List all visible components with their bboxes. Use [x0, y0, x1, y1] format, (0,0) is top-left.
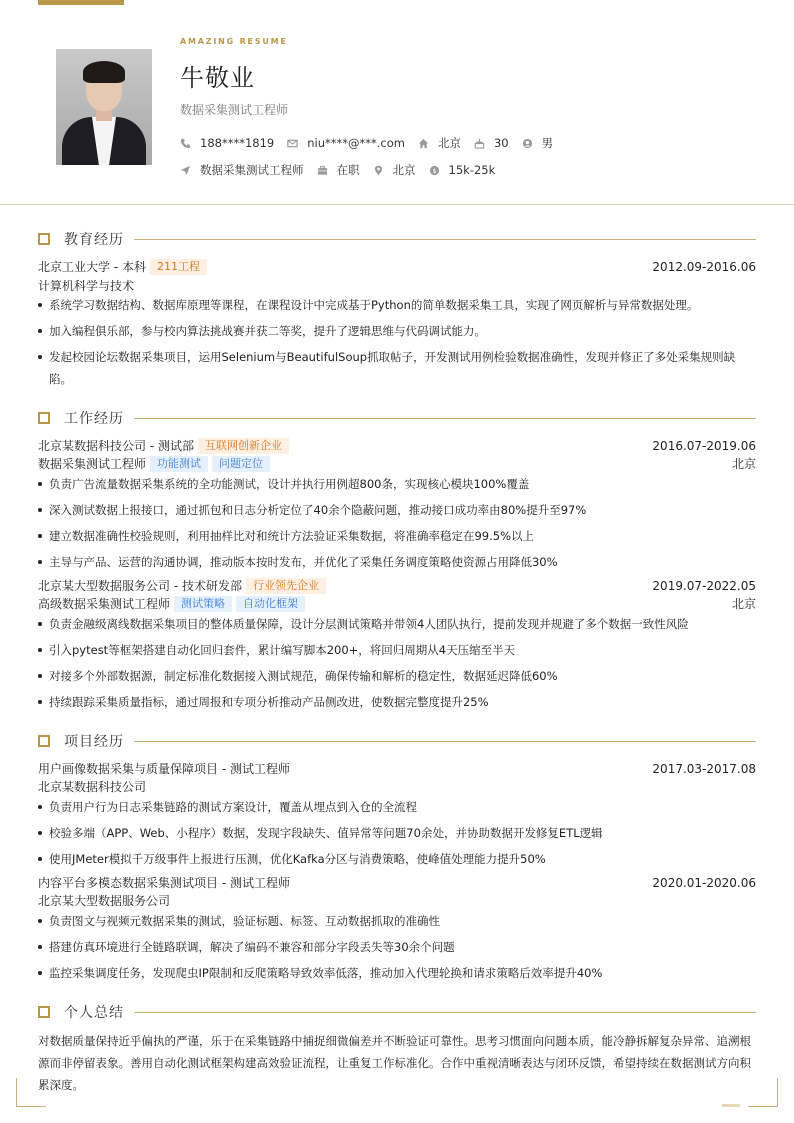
project-company-row: [38, 778, 756, 795]
company-tag: 互联网创新企业: [198, 438, 289, 454]
list-item: 校验多端（APP、Web、小程序）数据，发现字段缺失、值异常等问题70余处，并协助数据开发修复ETL逻辑: [38, 822, 756, 844]
list-item: 对接多个外部数据源，制定标准化数据接入测试规范，确保传输和解析的稳定性，数据延迟降低60%: [38, 665, 756, 687]
briefcase-icon: [317, 165, 328, 176]
section-square-icon: [38, 412, 50, 424]
section-title: 教育经历: [64, 232, 124, 248]
gender-icon: [522, 138, 533, 149]
header-divider: [0, 204, 794, 205]
section-square-icon: [38, 735, 50, 747]
contact-info-row: [180, 135, 566, 151]
section-projects: [38, 733, 756, 749]
education-date: 2012.09-2016.06: [652, 259, 756, 274]
list-item: 引入pytest等框架搭建自动化回归套件，累计编写脚本200+，将回归周期从4天压缩至半天: [38, 639, 756, 661]
intent-role-item: 数据采集测试工程师: [180, 162, 304, 178]
list-item: 负责广告流量数据采集系统的全功能测试，设计并执行用例超800条，实现核心模块100%覆盖: [38, 473, 756, 495]
project-name: 用户画像数据采集与质量保障项目 - 测试工程师: [38, 762, 290, 776]
project-name-row: [38, 760, 756, 777]
company-name: 北京某数据科技公司 - 测试部: [38, 439, 194, 453]
skill-tag: 自动化框架: [236, 596, 305, 612]
email-item: niu****@***.com: [287, 136, 405, 150]
job-date: 2016.07-2019.06: [652, 438, 756, 453]
send-icon: [180, 165, 191, 176]
section-title: 项目经历: [64, 734, 124, 750]
section-square-icon: [38, 233, 50, 245]
school-tag: 211工程: [150, 259, 207, 275]
list-item: 系统学习数据结构、数据库原理等课程，在课程设计中完成基于Python的简单数据采集工具，实现了网页解析与异常数据处理。: [38, 294, 756, 316]
list-item: 负责金融级离线数据采集项目的整体质量保障，设计分层测试策略并带领4人团队执行，提前发现并规避了多个数据一致性风险: [38, 613, 756, 635]
job-city: 北京: [731, 597, 756, 611]
footer-accent: [722, 1104, 740, 1107]
project-company-row: [38, 892, 756, 909]
project-date: 2020.01-2020.06: [652, 875, 756, 890]
list-item: 建立数据准确性校验规则，利用抽样比对和统计方法验证采集数据，将准确率稳定在99.5%以上: [38, 525, 756, 547]
city-item: 北京: [418, 135, 461, 151]
company-tag: 行业领先企业: [246, 578, 326, 594]
candidate-role: 数据采集测试工程师: [180, 103, 289, 117]
school-name: 北京工业大学 - 本科: [38, 260, 146, 274]
age-item: 30: [474, 136, 509, 150]
list-item: 持续跟踪采集质量指标，通过周报和专项分析推动产品侧改进，使数据完整度提升25%: [38, 691, 756, 713]
job-company-row: [38, 437, 756, 454]
list-item: 主导与产品、运营的沟通协调，推动版本按时发布，并优化了采集任务调度策略使资源占用降低30%: [38, 551, 756, 573]
cake-icon: [474, 138, 485, 149]
job-position-row: [38, 595, 756, 612]
project-date: 2017.03-2017.08: [652, 761, 756, 776]
section-education: [38, 231, 756, 247]
skill-tag: 功能测试: [150, 456, 208, 472]
salary-icon: [429, 165, 440, 176]
project-name-row: [38, 874, 756, 891]
phone-icon: [180, 138, 191, 149]
list-item: 负责图文与视频元数据采集的测试，验证标题、标签、互动数据抓取的准确性: [38, 910, 756, 932]
skill-tag: 测试策略: [174, 596, 232, 612]
job-position-row: [38, 455, 756, 472]
list-item: 负责用户行为日志采集链路的测试方案设计，覆盖从埋点到入仓的全流程: [38, 796, 756, 818]
section-square-icon: [38, 1006, 50, 1018]
location-pin-icon: [373, 165, 384, 176]
candidate-name: 牛敬业: [180, 64, 255, 92]
list-item: 搭建仿真环境进行全链路联调，解决了编码不兼容和部分字段丢失等30余个问题: [38, 936, 756, 958]
home-icon: [418, 138, 429, 149]
education-major-row: [38, 277, 756, 294]
corner-decoration-left: [16, 1078, 46, 1107]
mail-icon: [287, 138, 298, 149]
gender-item: 男: [522, 135, 554, 151]
svg-text:$: $: [431, 166, 437, 175]
status-item: 在职: [317, 162, 360, 178]
job-company-row: [38, 577, 756, 594]
list-item: 深入测试数据上报接口，通过抓包和日志分析定位了40余个隐蔽问题，推动接口成功率由80%提升至97%: [38, 499, 756, 521]
project-company: 北京某数据科技公司: [38, 780, 147, 794]
list-item: 发起校园论坛数据采集项目，运用Selenium与BeautifulSoup抓取帖子，开发测试用例检验数据准确性，发现并修正了多处采集规则缺陷。: [38, 346, 756, 390]
job-position: 数据采集测试工程师: [38, 457, 147, 471]
project-name: 内容平台多模态数据采集测试项目 - 测试工程师: [38, 876, 290, 890]
list-item: 监控采集调度任务，发现爬虫IP限制和反爬策略导致效率低落，推动加入代理轮换和请求策略后效率提升40%: [38, 962, 756, 984]
section-title: 个人总结: [64, 1005, 124, 1021]
job-intent-row: [180, 162, 508, 178]
section-title: 工作经历: [64, 411, 124, 427]
company-name: 北京某大型数据服务公司 - 技术研发部: [38, 579, 242, 593]
salary-item: $ 15k-25k: [429, 163, 496, 177]
list-item: 加入编程俱乐部，参与校内算法挑战赛并获二等奖，提升了逻辑思维与代码调试能力。: [38, 320, 756, 342]
job-position: 高级数据采集测试工程师: [38, 597, 171, 611]
education-school-row: [38, 258, 756, 275]
top-accent-bar: [38, 0, 124, 5]
summary-text: 对数据质量保持近乎偏执的严谨，乐于在采集链路中捕捉细微偏差并不断验证可靠性。思考习惯面向问题本质，能冷静拆解复杂异常、追溯根源而非停留表象。善用自动化测试框架构建高效验证流程，让重复工作标准化。合作中重视清晰表达与闭环反馈，希望持续在数据测试方向积累深度。: [38, 1034, 751, 1092]
resume-tagline: AMAZING RESUME: [180, 37, 288, 46]
intent-city-item: 北京: [373, 162, 416, 178]
project-company: 北京某大型数据服务公司: [38, 894, 171, 908]
avatar: [56, 49, 152, 165]
job-date: 2019.07-2022.05: [652, 578, 756, 593]
section-work: [38, 410, 756, 426]
job-city: 北京: [731, 457, 756, 471]
list-item: 使用JMeter模拟千万级事件上报进行压测，优化Kafka分区与消费策略，使峰值处理能力提升50%: [38, 848, 756, 870]
section-summary: [38, 1004, 756, 1020]
corner-decoration-right: [748, 1078, 778, 1107]
skill-tag: 问题定位: [212, 456, 270, 472]
phone-item: 188****1819: [180, 136, 274, 150]
major: 计算机科学与技术: [38, 279, 135, 293]
